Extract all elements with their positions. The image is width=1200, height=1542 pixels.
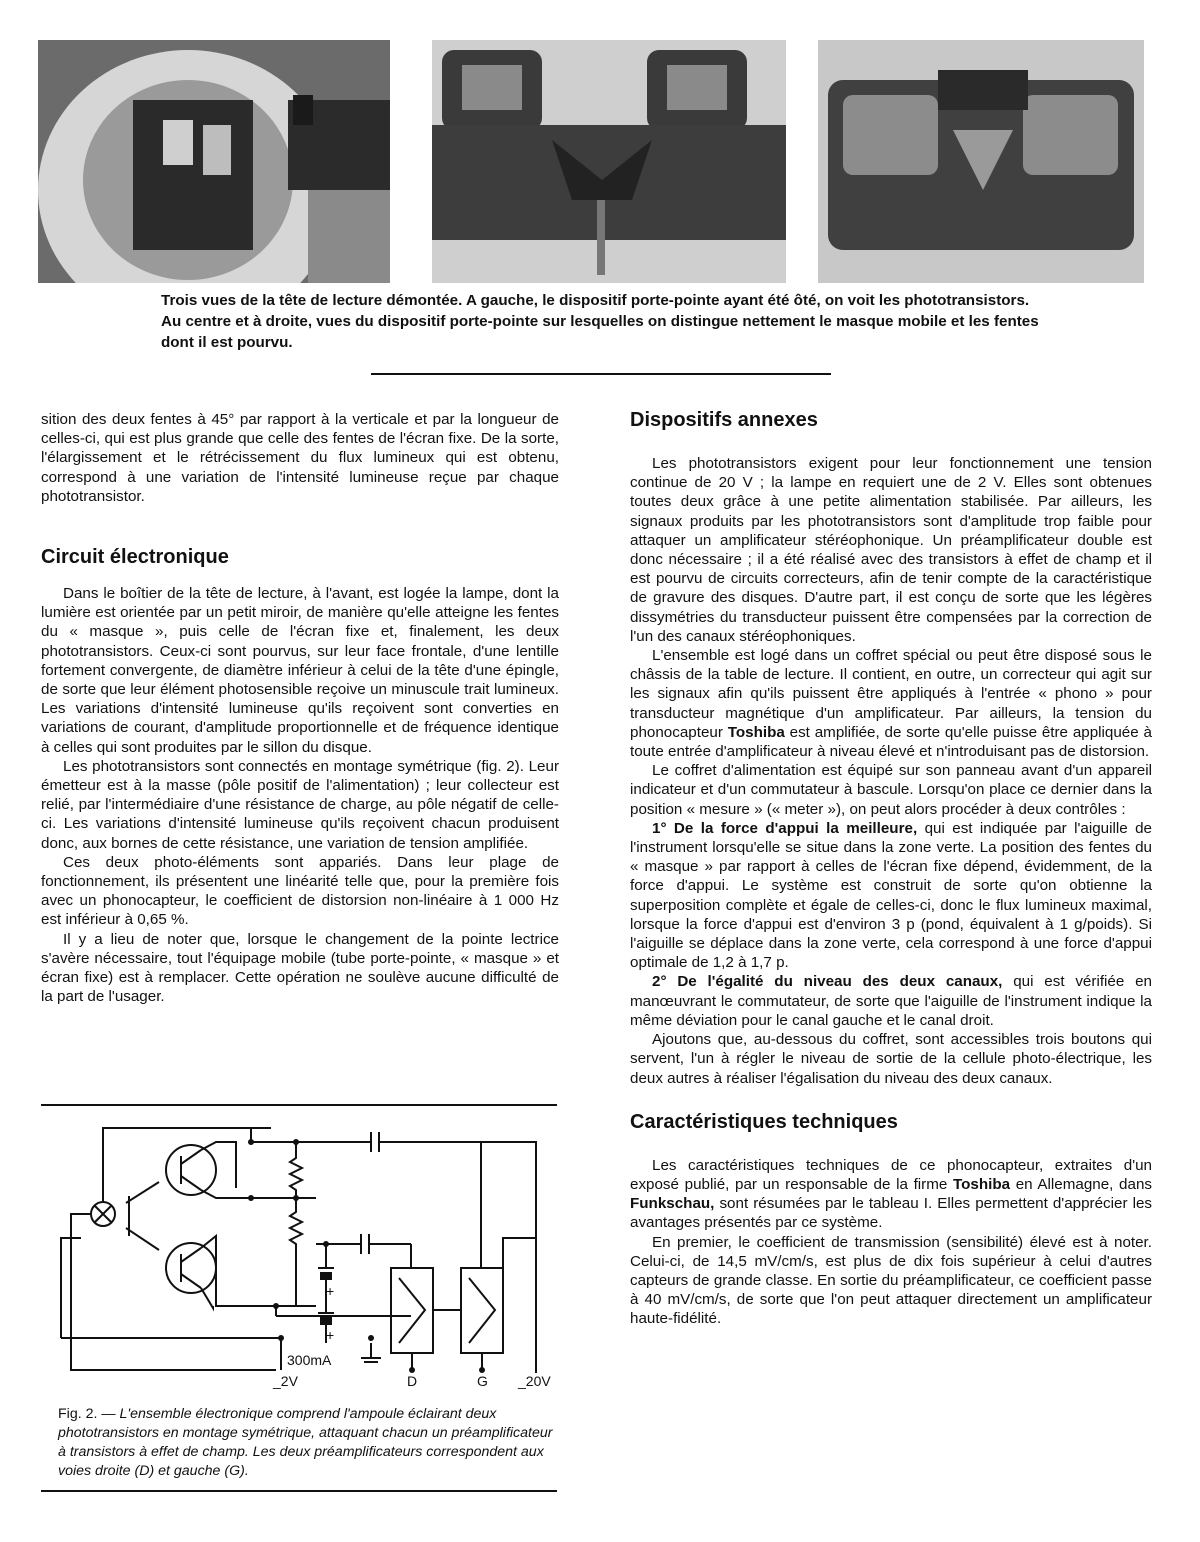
resistor-bottom: [290, 1200, 302, 1306]
photo-caption: Trois vues de la tête de lecture démontée. A gauche, le dispositif porte-pointe ayant été ôté, on voit les phototransistors. Au centre et à droite, vues du dispositif porte-pointe sur lesquelles on distingue nettement le masque mobile et les fentes dont il est pourvu.: [161, 292, 1039, 351]
brand-name: Toshiba: [727, 723, 785, 741]
brand-name: Toshiba: [952, 1175, 1011, 1193]
label-minus-2v: _2V: [273, 1373, 298, 1389]
circuit-diagram: [41, 1118, 559, 1408]
figure-caption: [58, 1405, 558, 1481]
amplifier-d: [391, 1268, 433, 1353]
label-minus-20v: _20V: [518, 1373, 551, 1389]
paragraph: [630, 819, 1152, 973]
paragraph: [630, 646, 1152, 761]
paragraph: Ajoutons que, au-dessous du coffret, sont accessibles trois boutons qui servent, l'un à régler le niveau de sortie de la cellule photo-électrique, les deux autres à réaliser l'égalisation du niveau des deux canaux.: [630, 1031, 1152, 1087]
text-run: L'ensemble est logé dans un coffret spécial ou peut être disposé sous le châssis de la table de lecture. Il contient, en outre, un correcteur qui agit sur les signaux afin qu'ils puissent être appliqués à l'entrée « phono » pour transducteur magnétique d'un amplificateur. Par ailleurs, la tension du phonocapteur: [630, 647, 1152, 741]
text-run: sont résumées par le tableau I. Elles permettent d'apprécier les avantages présentés par ce système.: [630, 1195, 1152, 1232]
paragraph: Les phototransistors sont connectés en montage symétrique (fig. 2). Leur émetteur est à la masse (pôle positif de l'alimentation) ; leur collecteur est relié, par l'intermédiaire d'une résistance de charge, au pôle négatif de celle-ci. Les variations d'intensité lumineuse qu'ils reçoivent chacun produisent donc, aux bornes de cette résistance, une variation de tension amplifiée.: [41, 757, 559, 852]
heading-caracteristiques: Caractéristiques techniques: [630, 1110, 898, 1133]
label-plus: +: [326, 1327, 335, 1343]
figure-caption-body: L'ensemble électronique comprend l'ampoule éclairant deux phototransistors en montage symétrique, attaquant chacun un préamplificateur à transistors à effet de champ. Les deux préamplificateurs correspondent aux voies droite (D) et gauche (G).: [58, 1406, 553, 1479]
heading-dispositifs: Dispositifs annexes: [630, 409, 818, 431]
photo-head-left: [38, 40, 390, 283]
divider-fig-bottom: [41, 1490, 557, 1492]
paragraph: En premier, le coefficient de transmission (sensibilité) élevé est à noter. Celui-ci, de 14,5 mV/cm/s, est plus de dix fois supérieur à celui d'autres capteurs de grande classe. En sortie du préamplificateur, ce coefficient passe à 40 mV/cm/s, de sorte que l'on peut attaquer directement un amplificateur haute-fidélité.: [630, 1233, 1152, 1328]
label-300ma: 300mA: [287, 1352, 332, 1368]
paragraph: [630, 1156, 1152, 1233]
label-g: G: [477, 1373, 488, 1389]
divider-top: [371, 373, 831, 375]
intro-paragraph: sition des deux fentes à 45° par rapport à la verticale et par la longueur de celles-ci, qui est plus grande que celle des fentes de l'écran fixe. De la sorte, l'élargissement et le rétrécissement du flux lumineux qui est obtenu, correspond à une variation de l'intensité lumineuse reçue par chaque phototransistor.: [41, 411, 559, 505]
left-column: [41, 410, 559, 1006]
label-d: D: [407, 1373, 418, 1389]
photo-head-center: [432, 40, 786, 283]
resistor-top: [290, 1142, 302, 1196]
bold-lead: 2° De l'égalité du niveau des deux canaux,: [652, 973, 1003, 991]
paragraph: Les phototransistors exigent pour leur fonctionnement une tension continue de 20 V ; la lampe en requiert une de 2 V. Elles sont obtenues toutes deux grâce à une petite alimentation stabilisée. Par ailleurs, les signaux produits par les phototransistors sont d'amplitude trop faible pour attaquer un amplificateur stéréophonique. Un préamplificateur double est donc nécessaire ; il a été réalisé avec des transistors à effet de champ et il est pourvu de circuits correcteurs, afin de tenir compte de la caractéristique de gravure des disques. D'autre part, il est conçu de sorte que les légères dissymétries du transducteur puissent être compensées par la correction de l'un des canaux stéréophoniques.: [630, 455, 1152, 645]
paragraph: Dans le boîtier de la tête de lecture, à l'avant, est logée la lampe, dont la lumière est orientée par un petit miroir, de manière qu'elle atteigne les fentes du « masque », puis celle de l'écran fixe et, finalement, les deux phototransistors. Ceux-ci sont pourvus, sur leur face frontale, d'une lentille fortement convergente, de diamètre inférieur à celui de la tête d'une épingle, de sorte que leur élément photosensible reçoive un minuscule trait lumineux. Les variations d'intensité lumineuse qu'ils reçoivent sont converties en variations de courant, d'amplitude proportionnelle et de fréquence identique à celles qui sont produites par le sillon du disque.: [41, 585, 559, 756]
text-run: est amplifiée, de sorte qu'elle puisse être appliquée à toute entrée d'amplificateur à niveau élevé et n'introduisant pas de distorsion.: [630, 723, 1152, 761]
bold-lead: 1° De la force d'appui la meilleure,: [652, 819, 918, 837]
paragraph: Le coffret d'alimentation est équipé sur son panneau avant d'un appareil indicateur et d'un commutateur à bascule. Lorsqu'on place ce dernier dans la position « mesure » (« meter »), on peut alors procéder à deux contrôles :: [630, 762, 1152, 818]
heading-circuit: Circuit électronique: [41, 546, 229, 569]
transistor-1: [166, 1145, 216, 1195]
divider-fig-top: [41, 1104, 557, 1106]
text-run: en Allemagne, dans: [1010, 1175, 1152, 1193]
figure-caption-lead: Fig. 2. —: [58, 1406, 120, 1422]
text-run: qui est vérifiée en manœuvrant le commutateur, de sorte que l'aiguille de l'instrument indique la même déviation pour le canal gauche et le canal droit.: [630, 973, 1153, 1029]
transistor-2: [166, 1243, 216, 1293]
label-plus: +: [326, 1283, 335, 1299]
right-column: [630, 408, 1152, 1329]
amplifier-g: [461, 1268, 503, 1353]
paragraph: [630, 972, 1152, 1030]
photo-head-right: [818, 40, 1144, 283]
paragraph: Il y a lieu de noter que, lorsque le changement de la pointe lectrice s'avère nécessaire, tout l'équipage mobile (tube porte-pointe, « masque » et écran fixe) est à remplacer. Cette opération ne soulève aucune difficulté de la part de l'usager.: [41, 930, 559, 1006]
paragraph: Ces deux photo-éléments sont appariés. Dans leur plage de fonctionnement, ils présentent une linéarité telle que, pour la première fois avec un phonocapteur, le coefficient de distorsion non-linéaire à 1 000 Hz est inférieur à 0,65 %.: [41, 853, 559, 929]
text-run: qui est indiquée par l'aiguille de l'instrument lorsqu'elle se situe dans la zone verte. La position des fentes du « masque » par rapport à celles de l'écran fixe dépend, évidemment, de la force d'appui. Le système est construit de sorte qu'on obtienne la superposition complète et égale de celles-ci, donc le flux lumineux maximal, lorsque la force d'appui est d'environ 3 p (pond, équivalent à 1 g/poids). Si l'aiguille se déplace dans la zone verte, cela correspond à une force d'appui optimale de 1,2 à 1,7 p.: [630, 819, 1152, 972]
text-run: Les caractéristiques techniques de ce phonocapteur, extraites d'un exposé publié, par un responsable de la firme: [630, 1156, 1152, 1193]
brand-name: Funkschau,: [630, 1195, 715, 1213]
